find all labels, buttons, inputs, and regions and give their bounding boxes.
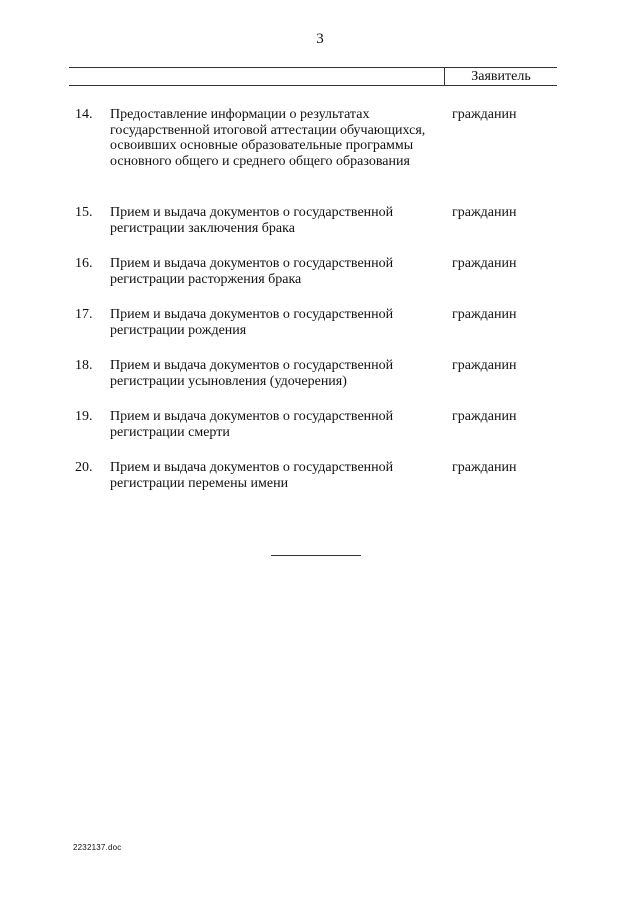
row-number: 20. <box>75 460 93 475</box>
table-row <box>69 107 557 185</box>
service-name: Предоставление информации о результатах государственной итоговой аттестации обучающихся, освоивших основные образовательные программы основного общего и среднего общего образования <box>110 107 426 169</box>
table-row <box>69 358 557 389</box>
table-row <box>69 256 557 287</box>
applicant-type: гражданин <box>452 307 517 322</box>
service-name: Прием и выдача документов о государственной регистрации рождения <box>110 307 394 338</box>
applicant-type: гражданин <box>452 256 517 271</box>
document-file-code: 2232137.doc <box>73 843 122 852</box>
service-name: Прием и выдача документов о государственной регистрации заключения брака <box>110 205 394 236</box>
row-number: 16. <box>75 256 93 271</box>
applicant-type: гражданин <box>452 358 517 373</box>
applicant-type: гражданин <box>452 107 517 122</box>
service-name: Прием и выдача документов о государственной регистрации перемены имени <box>110 460 394 491</box>
row-number: 14. <box>75 107 93 122</box>
row-number: 15. <box>75 205 93 220</box>
applicant-type: гражданин <box>452 460 517 475</box>
row-number: 18. <box>75 358 93 373</box>
table-row <box>69 205 557 236</box>
service-name: Прием и выдача документов о государственной регистрации смерти <box>110 409 394 440</box>
table-row <box>69 307 557 338</box>
page-number: 3 <box>316 31 324 47</box>
row-number: 17. <box>75 307 93 322</box>
service-name: Прием и выдача документов о государственной регистрации расторжения брака <box>110 256 394 287</box>
end-of-document-rule <box>271 555 361 556</box>
services-table <box>69 107 557 511</box>
table-row <box>69 460 557 491</box>
applicant-type: гражданин <box>452 205 517 220</box>
table-header <box>69 67 557 86</box>
service-name: Прием и выдача документов о государственной регистрации усыновления (удочерения) <box>110 358 394 389</box>
header-top-rule <box>69 67 557 68</box>
applicant-type: гражданин <box>452 409 517 424</box>
header-bottom-rule <box>69 85 557 86</box>
row-number: 19. <box>75 409 93 424</box>
applicant-column-header: Заявитель <box>471 69 531 84</box>
table-row <box>69 409 557 440</box>
